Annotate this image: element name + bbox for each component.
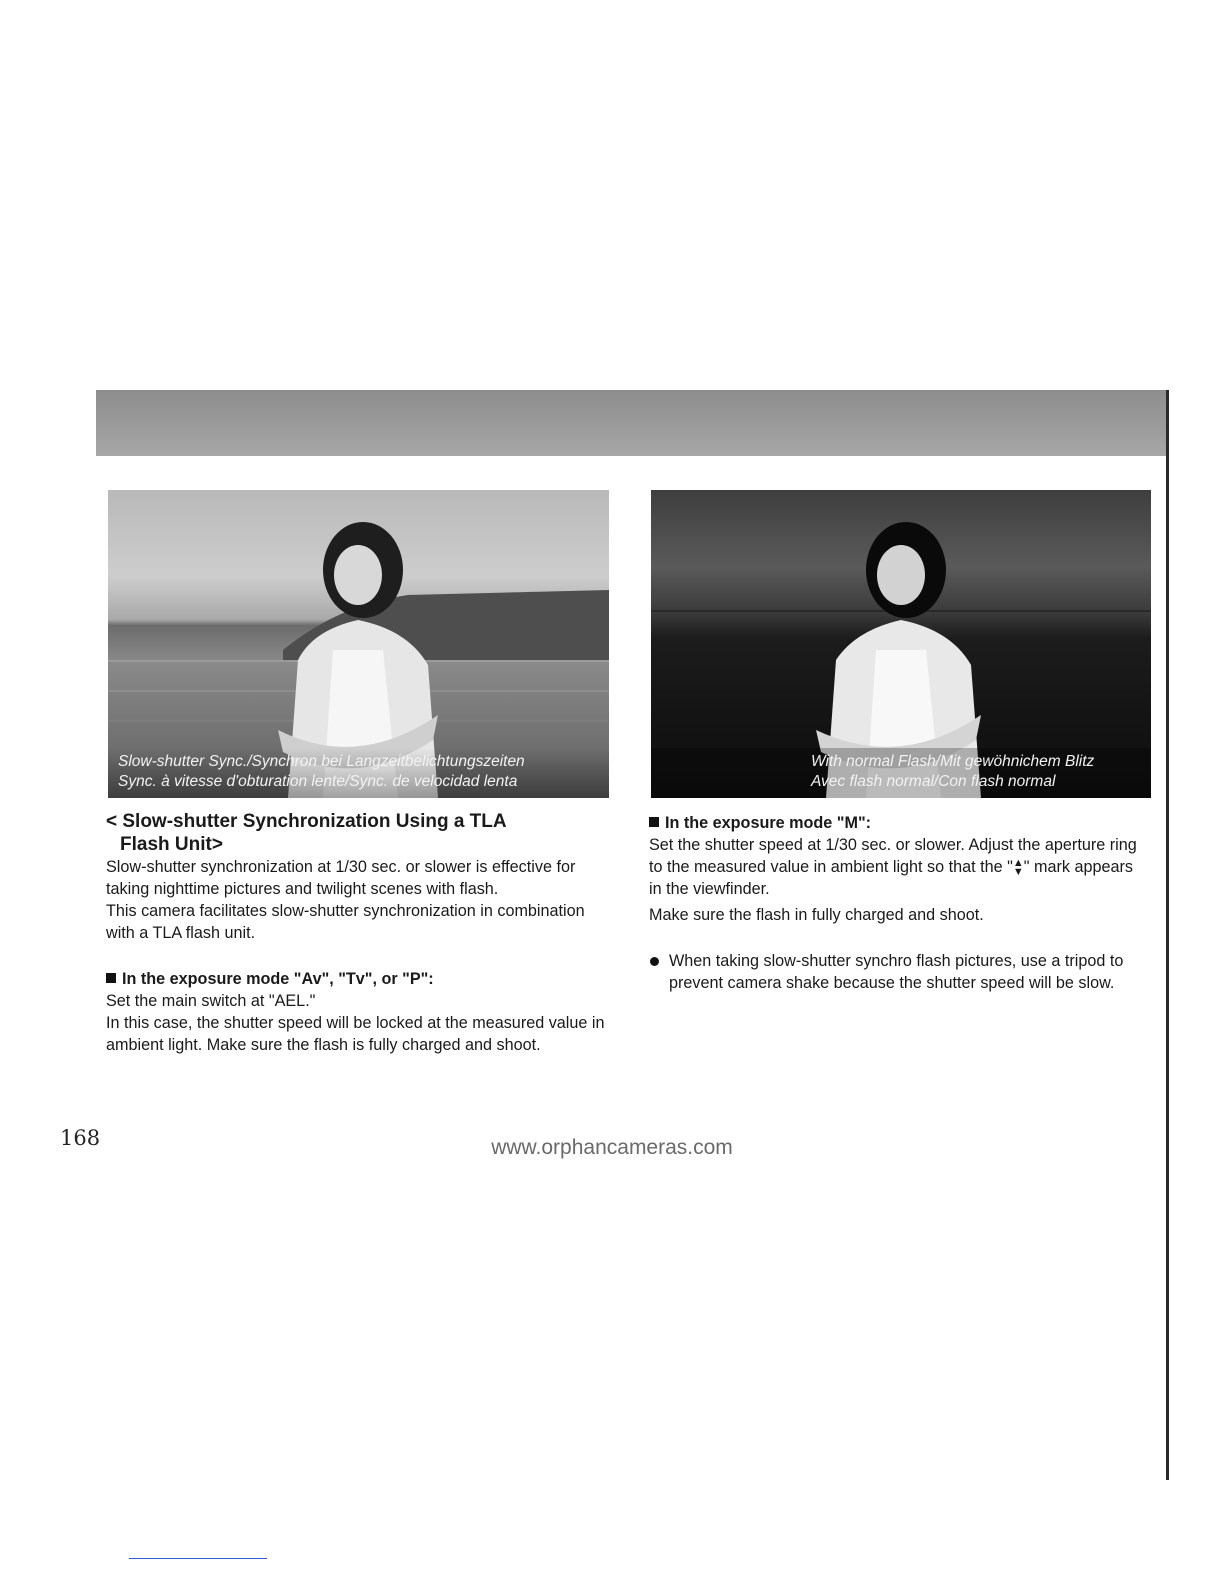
bottom-link-underline xyxy=(129,1558,267,1559)
square-bullet-icon xyxy=(106,973,116,983)
mode-av-tv-p-paragraph-2: In this case, the shutter speed will be locked at the measured value in ambient light. Make sure the flash is fully charged and shoot. xyxy=(106,1014,605,1054)
mode-m-paragraph-1 xyxy=(649,834,1149,900)
mode-av-tv-p-heading xyxy=(106,968,606,990)
photo-right-caption-line2: Avec flash normal/Con flash normal xyxy=(811,773,1056,790)
header-band xyxy=(96,390,1168,456)
tripod-note xyxy=(649,950,1149,994)
mode-av-tv-p-paragraph-1: Set the main switch at "AEL." xyxy=(106,992,316,1010)
footer-url: www.orphancameras.com xyxy=(491,1136,733,1159)
tripod-note-text: When taking slow-shutter synchro flash pictures, use a tripod to prevent camera shake because the shutter speed will be slow. xyxy=(669,952,1124,992)
section-heading xyxy=(106,810,606,856)
photo-left-caption-line2: Sync. à vitesse d'obturation lente/Sync. de velocidad lenta xyxy=(118,773,518,790)
up-down-arrow-mark-icon: ▲ ▼ xyxy=(1012,856,1024,878)
intro-paragraph-1: Slow-shutter synchronization at 1/30 sec. or slower is effective for taking nighttime pictures and twilight scenes with flash. xyxy=(106,858,576,898)
right-column xyxy=(649,812,1149,994)
mode-m-paragraph-2: Make sure the flash in fully charged and shoot. xyxy=(649,906,984,924)
round-bullet-icon xyxy=(650,957,659,966)
section-heading-line1: < Slow-shutter Synchronization Using a TLA xyxy=(106,811,507,832)
photo-left-caption-line1: Slow-shutter Sync./Synchron bei Langzeitbelichtungszeiten xyxy=(118,753,525,770)
photo-right-caption-line1: With normal Flash/Mit gewöhnichem Blitz xyxy=(811,753,1095,770)
mode-m-paragraph-1-after: " mark appears in the viewfinder. xyxy=(649,858,1133,898)
mode-m-heading-text: In the exposure mode "M": xyxy=(665,814,872,832)
mode-av-tv-p-heading-text: In the exposure mode "Av", "Tv", or "P": xyxy=(122,970,434,988)
intro-paragraph-2: This camera facilitates slow-shutter synchronization in combination with a TLA flash unit. xyxy=(106,902,585,942)
mode-m-paragraph-1-before: Set the shutter speed at 1/30 sec. or slower. Adjust the aperture ring to the measured value in ambient light so that the " xyxy=(649,836,1137,876)
photo-left-caption xyxy=(108,748,609,798)
mode-m-heading xyxy=(649,812,1149,834)
page-number: 168 xyxy=(60,1126,101,1150)
photo-normal-flash xyxy=(651,490,1151,798)
left-column xyxy=(106,810,606,1056)
section-heading-line2: Flash Unit> xyxy=(120,834,223,855)
page-edge-rule xyxy=(1166,390,1169,1480)
square-bullet-icon xyxy=(649,817,659,827)
photo-right-caption xyxy=(651,748,1151,798)
photo-slow-shutter-sync xyxy=(108,490,609,798)
